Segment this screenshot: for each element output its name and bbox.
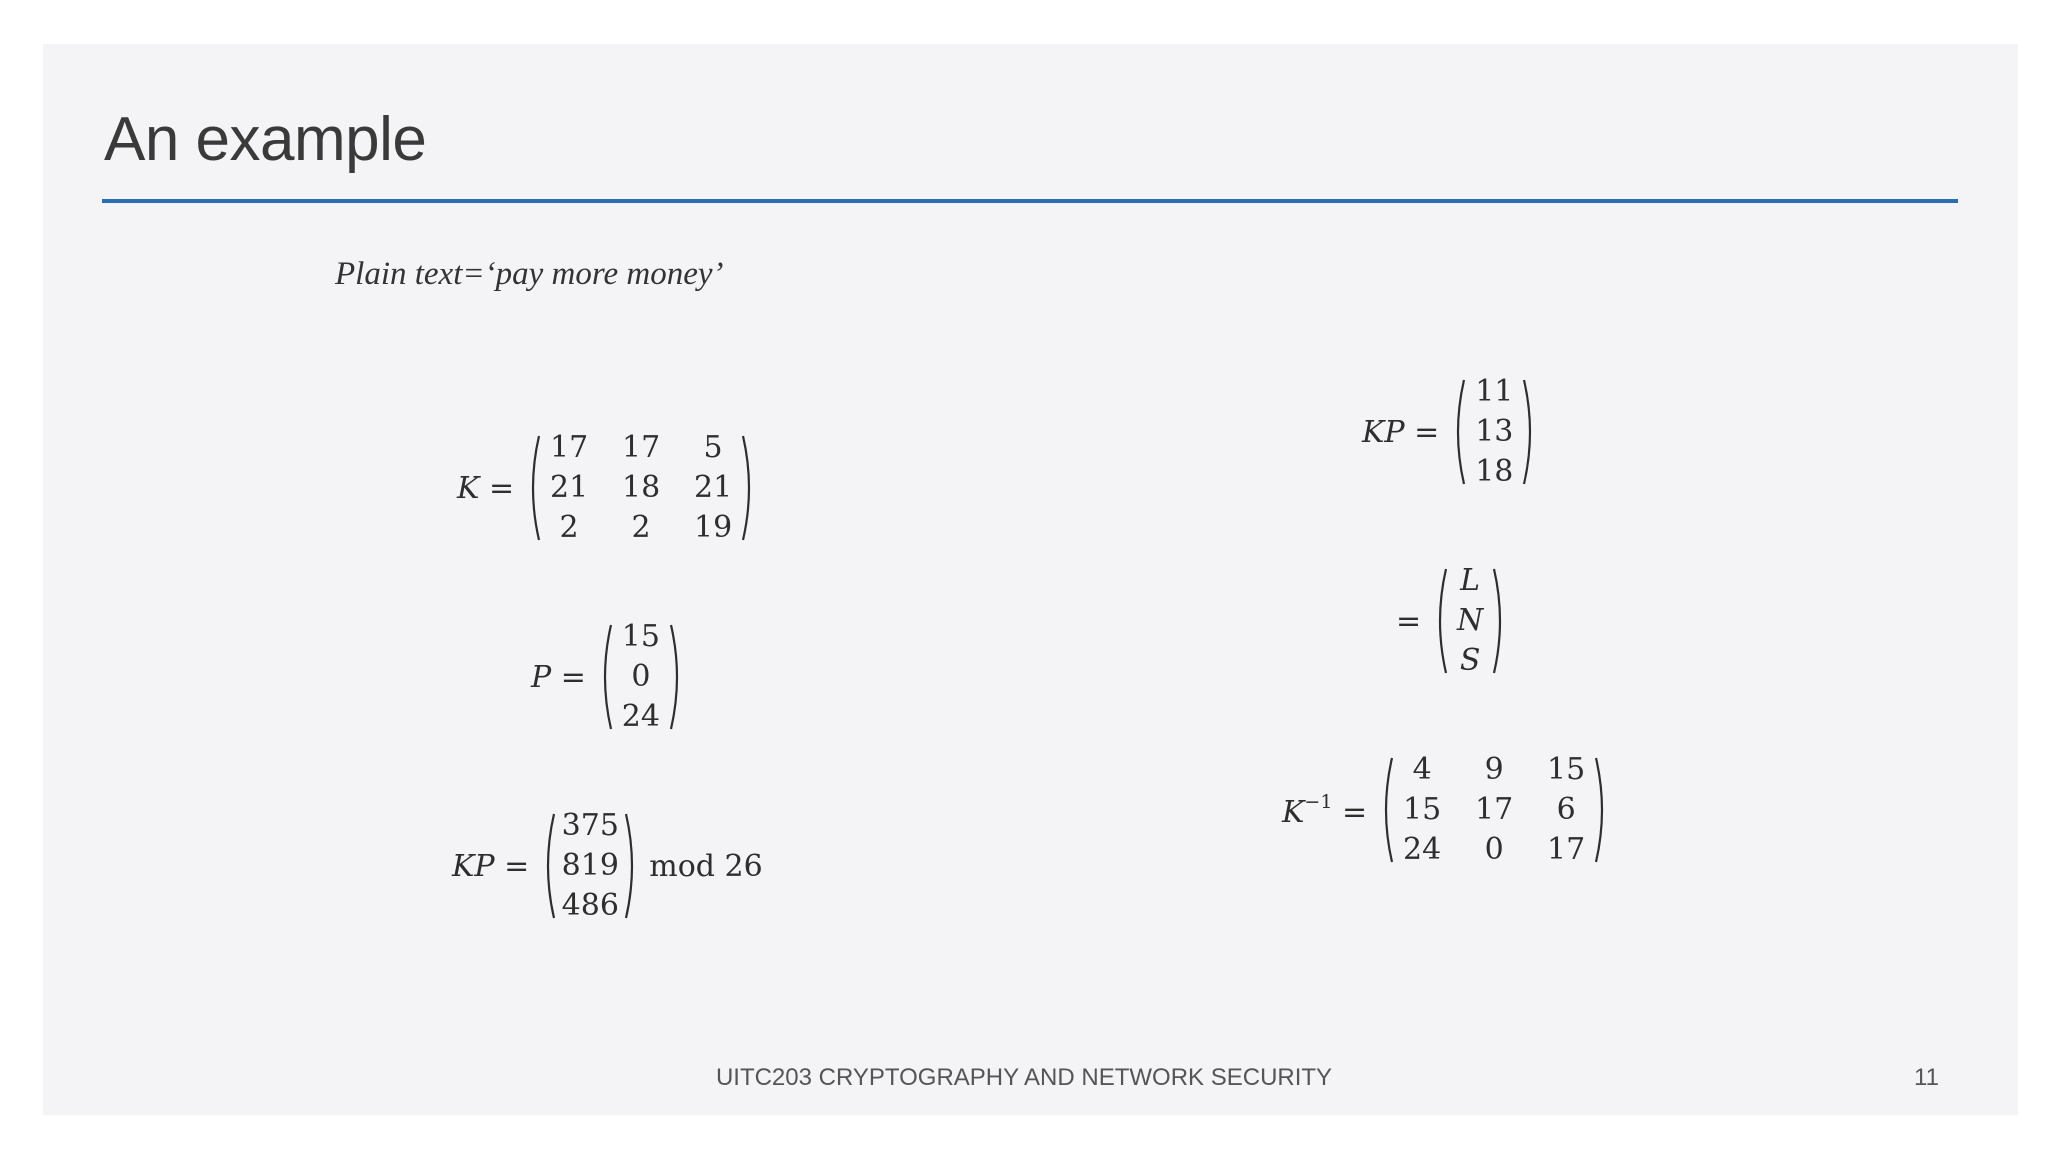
ciphertext-equation: [1396, 561, 1507, 681]
left-paren: [1433, 567, 1448, 675]
page-number: 11: [1914, 1064, 1939, 1091]
plaintext-vector-equation: [531, 617, 684, 737]
vector-cell: 819: [561, 848, 619, 883]
product-raw-lhs: KP =: [452, 848, 530, 884]
matrix-cell: 5: [703, 430, 723, 465]
matrix-cell: 15: [1547, 752, 1586, 787]
left-paren: [541, 812, 556, 920]
matrix-cell: 2: [559, 510, 579, 545]
vector-cell: 11: [1475, 374, 1514, 409]
matrix-cell: 4: [1412, 752, 1432, 787]
matrix-cell: 6: [1556, 792, 1576, 827]
matrix-cell: 21: [550, 470, 589, 505]
right-paren: [1492, 567, 1507, 675]
product-vector: [1451, 372, 1537, 492]
left-paren: [598, 623, 613, 731]
matrix-cell: 17: [550, 430, 589, 465]
plaintext-label: Plain text=‘pay more money’: [335, 256, 724, 292]
product-raw-vector: [541, 806, 639, 926]
right-paren: [624, 812, 639, 920]
key-inverse-base: K: [1282, 794, 1305, 830]
vector-cell: 0: [631, 659, 651, 694]
left-paren: [526, 434, 541, 542]
key-matrix: [526, 428, 756, 548]
vector-cell: 18: [1475, 454, 1514, 489]
product-lhs: KP =: [1362, 414, 1440, 450]
key-inverse-lhs: [1282, 791, 1367, 830]
product-equation: [1362, 372, 1537, 492]
matrix-cell: 17: [622, 430, 661, 465]
right-paren: [669, 623, 684, 731]
vector-cell: N: [1457, 603, 1484, 638]
vector-cell: L: [1460, 563, 1481, 598]
key-matrix-equation: [457, 428, 756, 548]
product-raw-equation: [452, 806, 763, 926]
ciphertext-vector: [1433, 561, 1507, 681]
mod-label: mod 26: [649, 848, 763, 884]
matrix-cell: 24: [1403, 832, 1442, 867]
right-paren: [741, 434, 756, 542]
key-inverse-equals: =: [1332, 794, 1368, 830]
plaintext-vector-lhs: P =: [531, 659, 586, 695]
plaintext-vector: [598, 617, 684, 737]
matrix-cell: 19: [694, 510, 733, 545]
matrix-cell: 0: [1484, 832, 1504, 867]
left-paren: [1451, 378, 1466, 486]
matrix-cell: 17: [1547, 832, 1586, 867]
matrix-cell: 9: [1484, 752, 1504, 787]
vector-cell: S: [1459, 643, 1481, 678]
key-inverse-equation: [1282, 750, 1609, 870]
title-underline: [102, 199, 1958, 203]
vector-cell: 24: [621, 699, 660, 734]
vector-cell: 375: [561, 808, 619, 843]
key-inverse-matrix: [1379, 750, 1609, 870]
vector-cell: 15: [621, 619, 660, 654]
key-matrix-lhs: K =: [457, 470, 515, 506]
right-paren: [1594, 756, 1609, 864]
matrix-cell: 18: [622, 470, 661, 505]
key-inverse-exponent: −1: [1304, 790, 1333, 813]
slide-footer: UITC203 CRYPTOGRAPHY AND NETWORK SECURITY: [715, 1064, 1333, 1091]
vector-cell: 13: [1475, 414, 1514, 449]
slide-title: An example: [104, 105, 427, 174]
matrix-cell: 15: [1403, 792, 1442, 827]
matrix-cell: 17: [1475, 792, 1514, 827]
vector-cell: 486: [561, 888, 619, 923]
left-paren: [1379, 756, 1394, 864]
right-paren: [1522, 378, 1537, 486]
matrix-cell: 21: [694, 470, 733, 505]
matrix-cell: 2: [631, 510, 651, 545]
slide: [43, 44, 2018, 1115]
ciphertext-lhs: =: [1396, 603, 1422, 639]
